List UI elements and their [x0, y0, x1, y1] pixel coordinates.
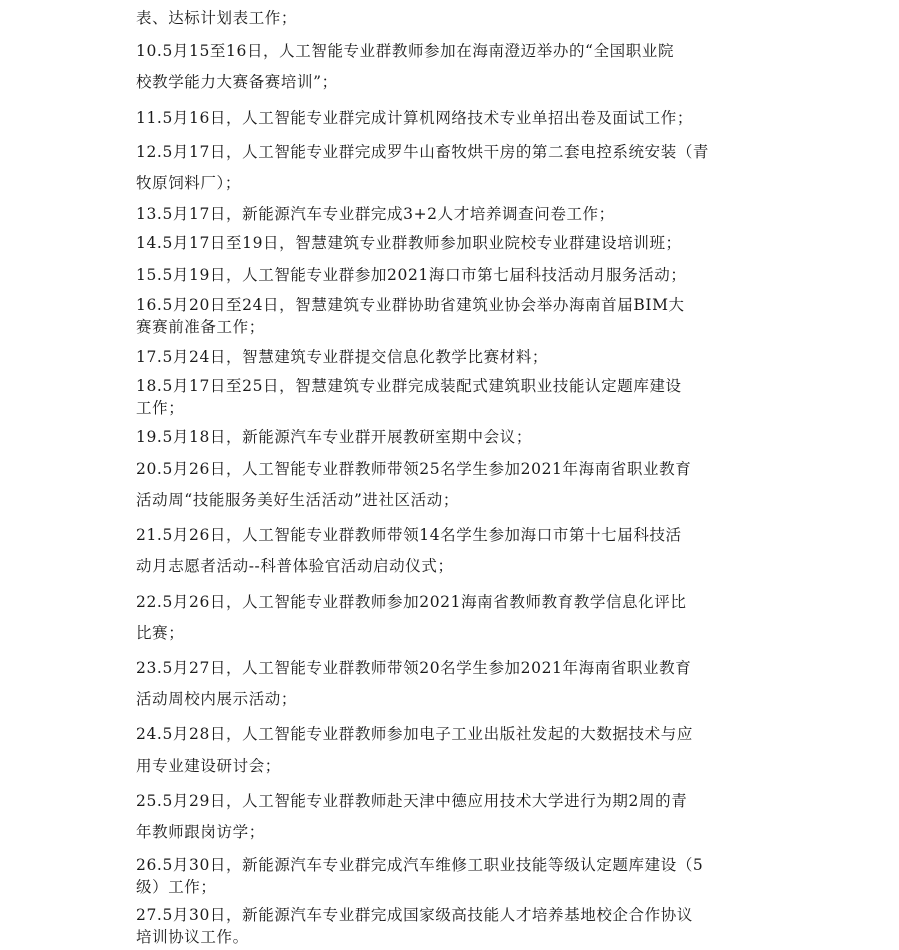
text-line: 11.5月16日，人工智能专业群完成计算机网络技术专业单招出卷及面试工作； — [136, 109, 693, 127]
text-line: 牧原饲料厂）； — [136, 174, 241, 192]
text-line: 培训协议工作。 — [136, 928, 249, 946]
text-line: 22.5月26日，人工智能专业群教师参加2021海南省教师教育教学信息化评比 — [136, 593, 687, 611]
text-line: 23.5月27日，人工智能专业群教师带领20名学生参加2021年海南省职业教育 — [136, 659, 692, 677]
text-line: 15.5月19日，人工智能专业群参加2021海口市第七届科技活动月服务活动； — [136, 266, 687, 284]
text-line: 表、达标计划表工作； — [136, 9, 298, 27]
text-line: 用专业建设研讨会； — [136, 757, 281, 775]
text-line: 年教师跟岗访学； — [136, 823, 265, 841]
text-line: 活动周校内展示活动； — [136, 690, 298, 708]
text-line: 27.5月30日，新能源汽车专业群完成国家级高技能人才培养基地校企合作协议 — [136, 906, 693, 924]
text-line: 比赛； — [136, 624, 185, 642]
text-line: 19.5月18日，新能源汽车专业群开展教研室期中会议； — [136, 428, 532, 446]
text-line: 12.5月17日，人工智能专业群完成罗牛山畜牧烘干房的第二套电控系统安装（青 — [136, 143, 710, 161]
text-line: 级）工作； — [136, 878, 217, 896]
text-line: 工作； — [136, 399, 185, 417]
text-line: 20.5月26日，人工智能专业群教师带领25名学生参加2021年海南省职业教育 — [136, 460, 692, 478]
text-line: 24.5月28日，人工智能专业群教师参加电子工业出版社发起的大数据技术与应 — [136, 725, 693, 743]
text-line: 14.5月17日至19日，智慧建筑专业群教师参加职业院校专业群建设培训班； — [136, 234, 682, 252]
text-line: 17.5月24日，智慧建筑专业群提交信息化教学比赛材料； — [136, 348, 549, 366]
text-line: 13.5月17日，新能源汽车专业群完成3+2人才培养调查问卷工作； — [136, 205, 615, 223]
text-line: 26.5月30日，新能源汽车专业群完成汽车维修工职业技能等级认定题库建设（5 — [136, 856, 704, 874]
text-line: 16.5月20日至24日，智慧建筑专业群协助省建筑业协会举办海南首届BIM大 — [136, 296, 685, 314]
text-line: 18.5月17日至25日，智慧建筑专业群完成装配式建筑职业技能认定题库建设 — [136, 377, 682, 395]
text-line: 25.5月29日，人工智能专业群教师赴天津中德应用技术大学进行为期2周的青 — [136, 792, 688, 810]
text-line: 活动周“技能服务美好生活活动”进社区活动； — [136, 491, 459, 509]
text-line: 动月志愿者活动--科普体验官活动启动仪式； — [136, 557, 454, 575]
text-line: 校教学能力大赛备赛培训”； — [136, 73, 338, 91]
text-line: 10.5月15至16日，人工智能专业群教师参加在海南澄迈举办的“全国职业院 — [136, 42, 675, 60]
text-line: 赛赛前准备工作； — [136, 318, 265, 336]
text-line: 21.5月26日，人工智能专业群教师带领14名学生参加海口市第十七届科技活 — [136, 526, 682, 544]
